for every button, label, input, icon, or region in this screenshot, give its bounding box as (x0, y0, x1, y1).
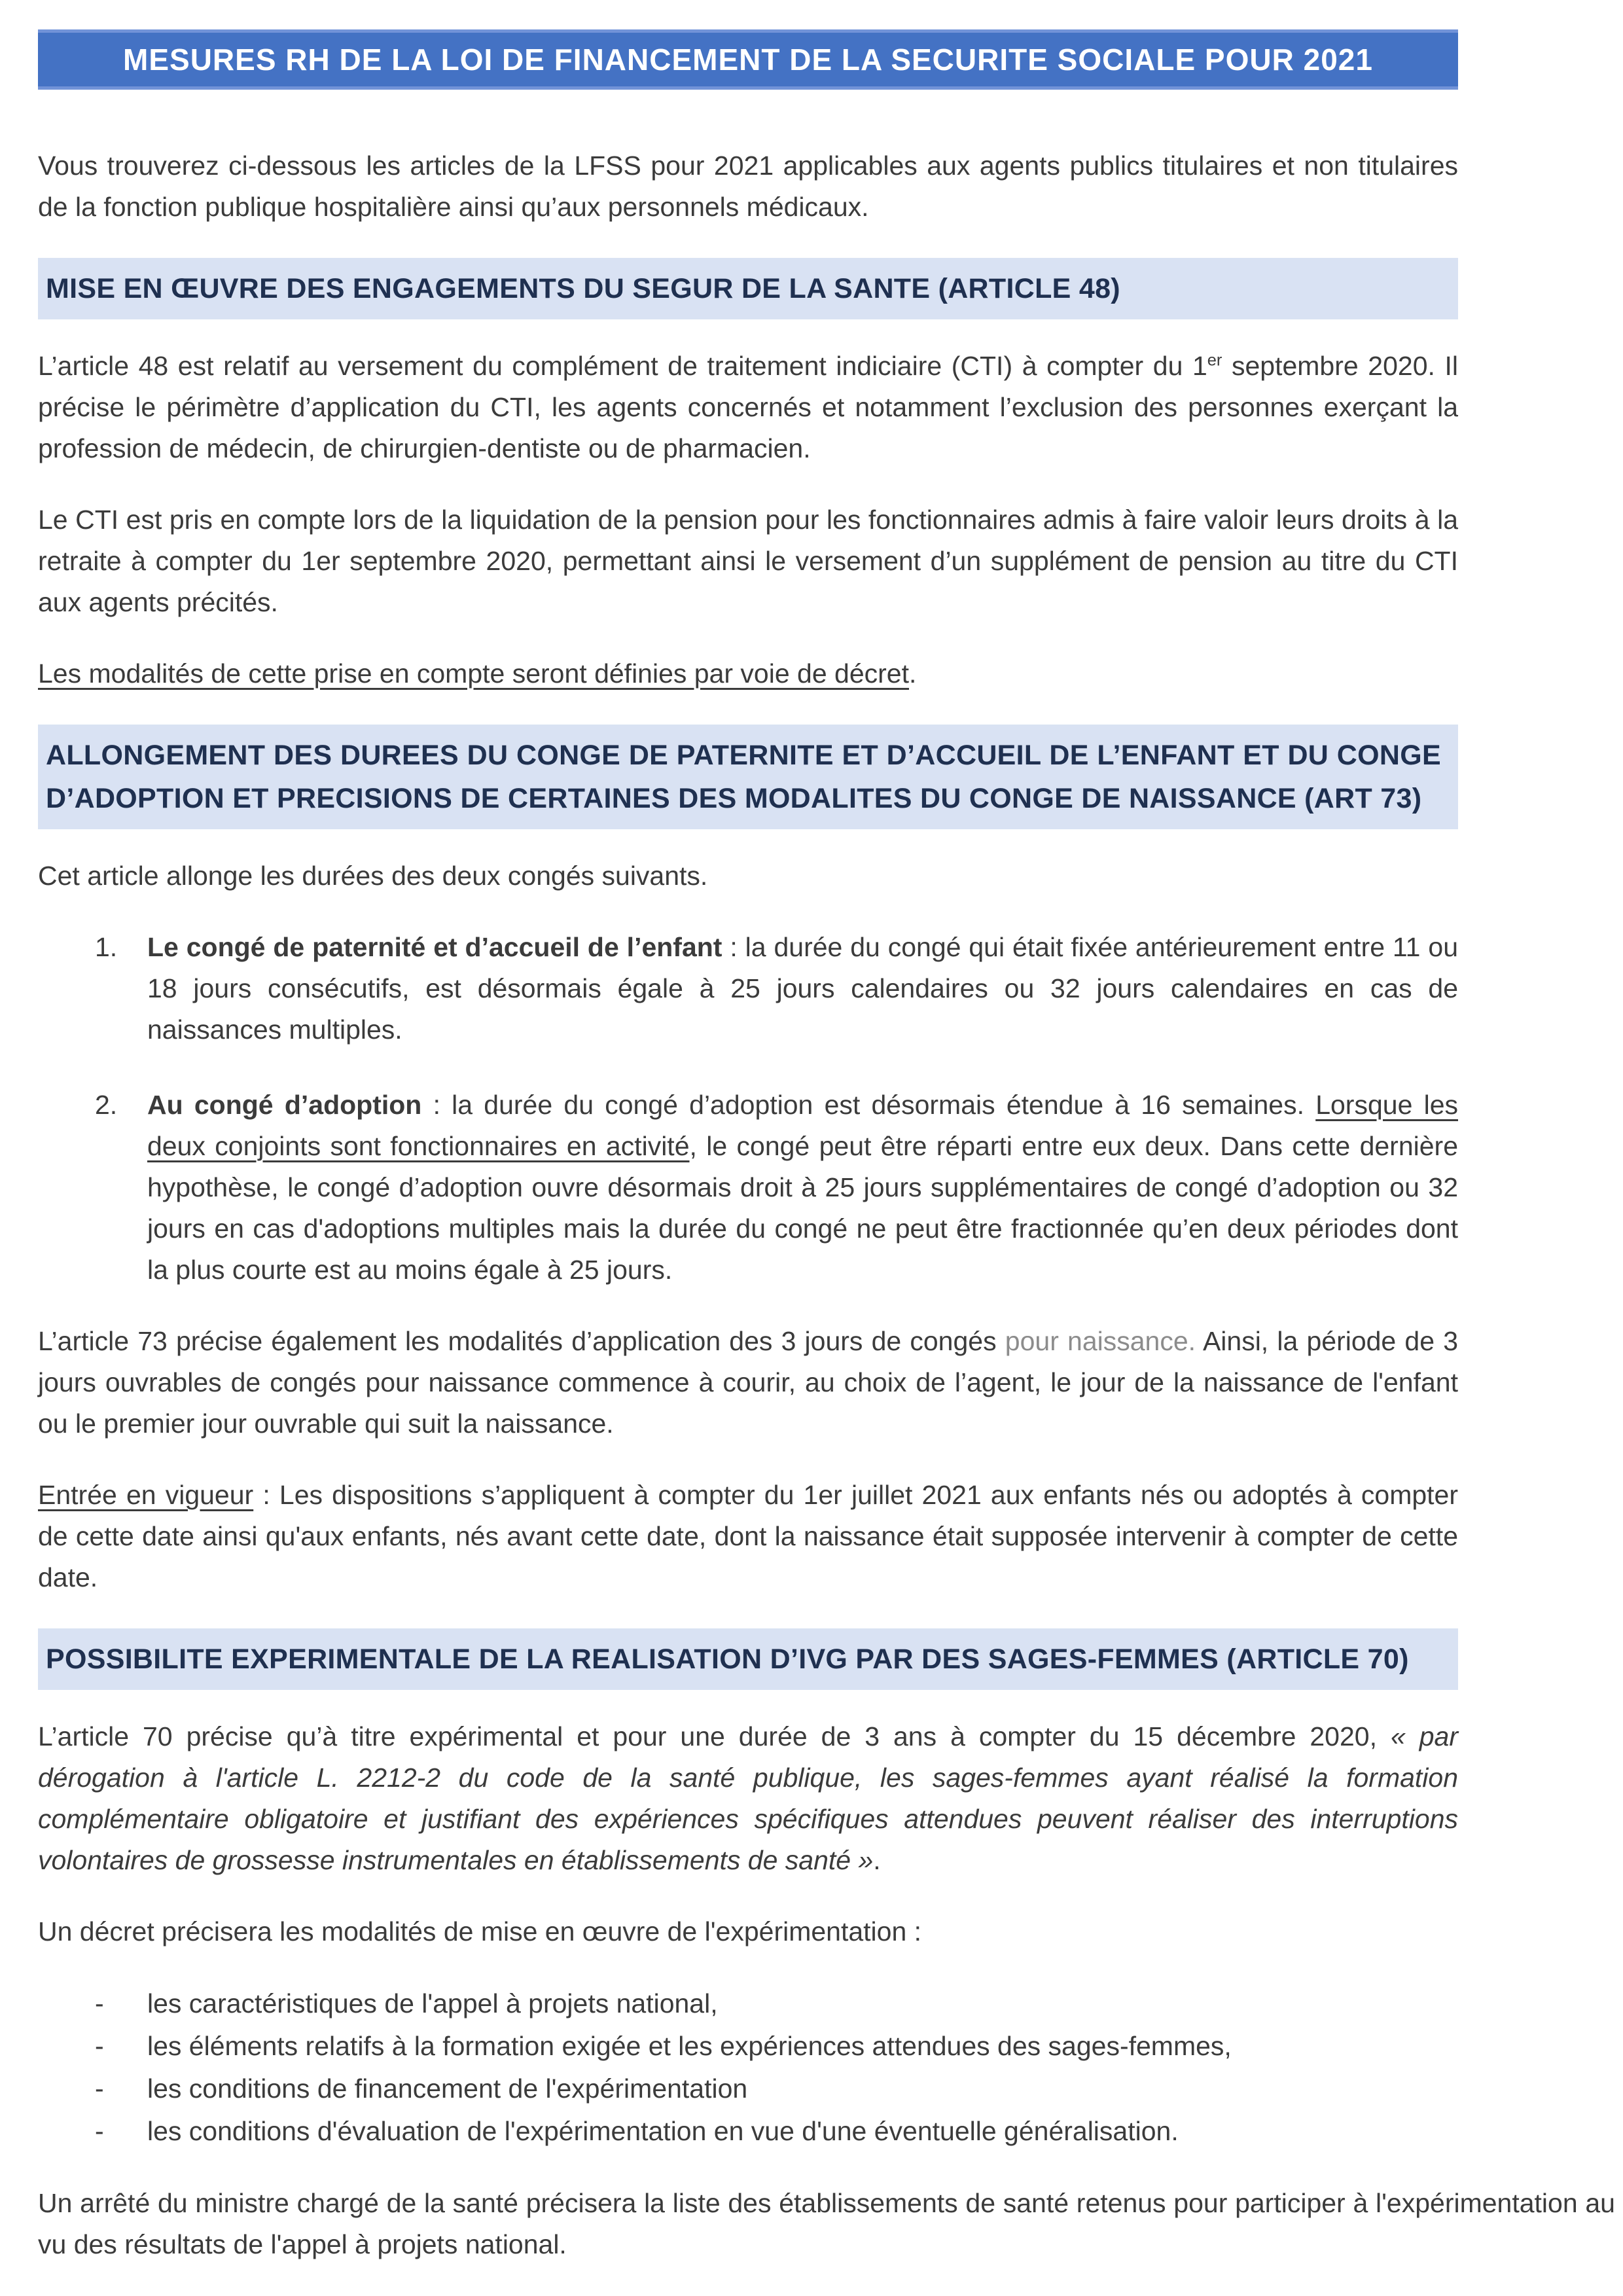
list-item (38, 927, 1458, 1050)
list-item-text: Le congé de paternité et d’accueil de l’enfant : la durée du congé qui était fixée antérieurement entre 11 ou 18 jours consécutifs, est désormais égale à 25 jours calendaires ou 32 jours calendaires en cas de naissances multiples. (147, 932, 1458, 1045)
section-heading-article-73: ALLONGEMENT DES DUREES DU CONGE DE PATERNITE ET D’ACCUEIL DE L’ENFANT ET DU CONGE D’ADOPTION ET PRECISIONS DE CERTAINES DES MODALITES DU CONGE DE NAISSANCE (ART 73) (38, 725, 1458, 829)
article-70-paragraph-2: Un décret précisera les modalités de mise en œuvre de l'expérimentation : (38, 1916, 922, 1946)
list-item (38, 2068, 1458, 2110)
list-item-text: les caractéristiques de l'appel à projets national, (147, 1988, 718, 2018)
section-article-73 (38, 725, 1458, 1598)
list-item (38, 2025, 1458, 2068)
article-73-entree-en-vigueur: Entrée en vigueur : Les dispositions s’appliquent à compter du 1er juillet 2021 aux enfants nés ou adoptés à compter de cette date ainsi qu'aux enfants, nés avant cette date, dont la naissance était supposée intervenir à compter de cette date. (38, 1480, 1459, 1592)
article-48-paragraph-2: Le CTI est pris en compte lors de la liquidation de la pension pour les fonctionnaires admis à faire valoir leurs droits à la retraite à compter du 1er septembre 2020, permettant ainsi le versement d’un supplément de pension au titre du CTI aux agents précités. (38, 505, 1458, 617)
article-73-paragraph-2: L’article 73 précise également les modalités d’application des 3 jours de congés pour naissance. Ainsi, la période de 3 jours ouvrables de congés pour naissance commence à courir, au choix de l’agent, le jour de la naissance de l'enfant ou le premier jour ouvrable qui suit la naissance. (38, 1326, 1458, 1439)
document-title: MESURES RH DE LA LOI DE FINANCEMENT DE LA SECURITE SOCIALE POUR 2021 (123, 43, 1373, 77)
list-item (38, 1982, 1458, 2025)
list-item-number: 2. (95, 1090, 118, 1120)
title-banner (38, 29, 1458, 90)
list-item-text: les conditions d'évaluation de l'expérimentation en vue d'une éventuelle généralisation. (147, 2116, 1179, 2146)
list-item-dash: - (95, 2116, 104, 2146)
list-item-dash: - (95, 2073, 104, 2104)
list-item-number: 1. (95, 932, 118, 962)
list-item-dash: - (95, 2031, 104, 2061)
section-article-48 (38, 258, 1458, 694)
article-70-paragraph-1: L’article 70 précise qu’à titre expérimental et pour une durée de 3 ans à compter du 15 décembre 2020, « par dérogation à l'article L. 2212-2 du code de la santé publique, les sages-femmes ayant réalisé la formation complémentaire obligatoire et justifiant des expériences spécifiques attendues peuvent réaliser des interruptions volontaires de grossesse instrumentales en établissements de santé ». (38, 1721, 1458, 1875)
article-48-paragraph-3: Les modalités de cette prise en compte seront définies par voie de décret. (38, 658, 917, 689)
article-73-numbered-list (38, 927, 1458, 1291)
article-70-dash-list (38, 1982, 1458, 2153)
section-heading-article-48: MISE EN ŒUVRE DES ENGAGEMENTS DU SEGUR DE LA SANTE (ARTICLE 48) (38, 258, 1458, 319)
list-item-text: Au congé d’adoption : la durée du congé d’adoption est désormais étendue à 16 semaines. Lorsque les deux conjoints sont fonctionnaires en activité, le congé peut être réparti entre eux deux. Dans cette dernière hypothèse, le congé d’adoption ouvre désormais droit à 25 jours supplémentaires de congé d’adoption ou 32 jours en cas d'adoptions multiples mais la durée du congé ne peut être fractionnée qu’en deux périodes dont la plus courte est au moins égale à 25 jours. (147, 1090, 1458, 1285)
article-70-final-paragraph: Un arrêté du ministre chargé de la santé précisera la liste des établissements de santé retenus pour participer à l'expérimentation au vu des résultats de l'appel à projets national. (38, 2188, 1615, 2259)
article-73-intro: Cet article allonge les durées des deux congés suivants. (38, 861, 708, 891)
list-item-text: les éléments relatifs à la formation exigée et les expériences attendues des sages-femmes, (147, 2031, 1232, 2061)
list-item (38, 1085, 1458, 1291)
section-article-70 (38, 1628, 1615, 2265)
list-item (38, 2110, 1458, 2153)
list-item-text: les conditions de financement de l'expérimentation (147, 2073, 748, 2104)
section-heading-article-70: POSSIBILITE EXPERIMENTALE DE LA REALISATION D’IVG PAR DES SAGES-FEMMES (ARTICLE 70) (38, 1628, 1458, 1690)
list-item-dash: - (95, 1988, 104, 2018)
article-48-paragraph-1: L’article 48 est relatif au versement du complément de traitement indiciaire (CTI) à compter du 1er septembre 2020. Il précise le périmètre d’application du CTI, les agents concernés et notamment l’exclusion des personnes exerçant la profession de médecin, de chirurgien-dentiste ou de pharmacien. (38, 351, 1458, 463)
intro-paragraph: Vous trouverez ci-dessous les articles de la LFSS pour 2021 applicables aux agents publics titulaires et non titulaires de la fonction publique hospitalière ainsi qu’aux personnels médicaux. (38, 151, 1458, 222)
